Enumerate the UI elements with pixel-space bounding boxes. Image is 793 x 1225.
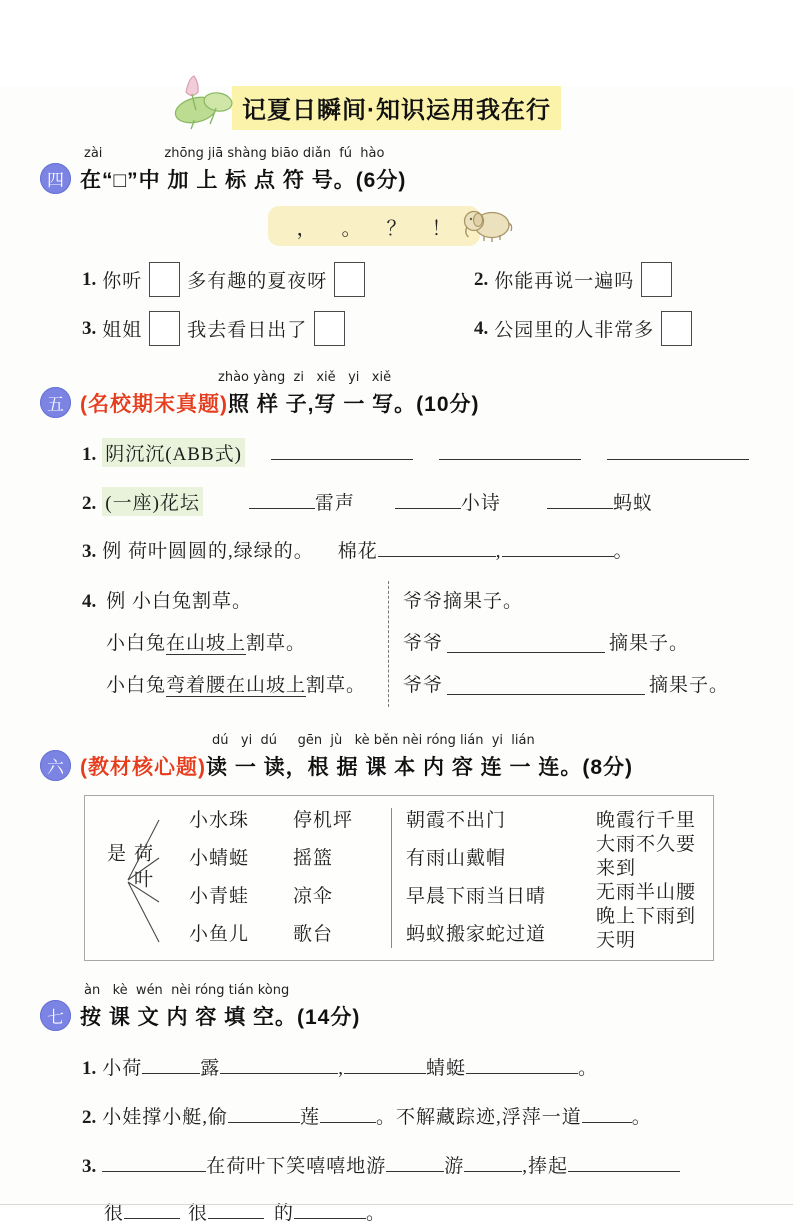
answer-blank[interactable]: [228, 1103, 300, 1123]
answer-blank[interactable]: [466, 1054, 578, 1074]
item-text: 很: [104, 1203, 125, 1224]
match-option[interactable]: 停机坪: [293, 810, 354, 831]
item-text: 小白兔: [106, 633, 167, 654]
section-4-items: [82, 262, 754, 346]
item-text: 棉花: [337, 541, 378, 562]
sec7-item-3-line-2: [104, 1198, 793, 1225]
section-6-title: 读 一 读，根 据 课 本 内 容 连 一 连。(8分): [206, 755, 634, 779]
item-text: 小荷: [102, 1058, 143, 1079]
sec4-item-4: [474, 311, 692, 346]
sec7-item-1: [82, 1053, 793, 1080]
item-text: 小娃撑小艇,偷: [102, 1107, 229, 1128]
answer-blank[interactable]: [320, 1103, 376, 1123]
answer-blank[interactable]: [464, 1152, 522, 1172]
sec7-item-2: [82, 1102, 793, 1129]
item-text: 很: [188, 1203, 209, 1224]
item-text: 割草。: [306, 675, 367, 696]
answer-blank[interactable]: [447, 675, 645, 695]
sec5-item-3: [82, 536, 793, 563]
item-text: 。: [613, 541, 634, 562]
matching-box: [84, 795, 714, 961]
match-option[interactable]: 大雨不久要来到: [596, 834, 697, 879]
answer-blank[interactable]: [249, 489, 315, 509]
example-word: (一座)花坛: [102, 487, 203, 516]
page-bottom-edge: [0, 1204, 793, 1205]
sec7-item-3: [82, 1151, 793, 1178]
answer-blank[interactable]: [547, 489, 613, 509]
item-text: 莲: [300, 1107, 321, 1128]
match-option[interactable]: 有雨山戴帽: [406, 848, 507, 869]
item-number: 4.: [82, 591, 97, 612]
pinyin-sec6: dú yi dú gēn jù kè běn nèi róng lián yi lián: [212, 733, 535, 748]
sec4-item-3: [82, 311, 474, 346]
item-text: 割草。: [246, 633, 307, 654]
item-text: 摘果子。: [649, 675, 730, 696]
item-text: 。: [366, 1203, 387, 1224]
punctuation-box[interactable]: [661, 311, 692, 346]
elephant-icon: [462, 199, 514, 245]
match-column-1: [189, 808, 293, 948]
item-number: 2.: [474, 268, 489, 290]
item-text: 小诗: [460, 493, 501, 514]
item-text: 你能再说一遍吗: [494, 271, 635, 292]
answer-blank[interactable]: [582, 1103, 632, 1123]
answer-blank[interactable]: [502, 537, 614, 557]
match-option[interactable]: 小蜻蜓: [189, 848, 250, 869]
item-text: 在荷叶下笑嘻嘻地游: [206, 1156, 387, 1177]
answer-blank[interactable]: [386, 1152, 444, 1172]
match-option[interactable]: 歌台: [293, 924, 334, 945]
sec4-item-2: [474, 262, 672, 297]
sec5-item-4: [82, 581, 793, 707]
section-6-tag: (教材核心题): [80, 755, 206, 779]
punctuation-box[interactable]: [149, 311, 180, 346]
sec5-item-1: [82, 438, 793, 467]
item-number: 2.: [82, 493, 97, 514]
section-6: [0, 733, 793, 961]
punctuation-marks: ， 。 ？ ！: [296, 217, 452, 240]
column-divider: [391, 808, 392, 948]
punctuation-box[interactable]: [149, 262, 180, 297]
item-text: 摘果子。: [609, 633, 690, 654]
punctuation-box[interactable]: [334, 262, 365, 297]
item-number: 1.: [82, 444, 97, 465]
example-sentence: 例 小白兔割草。: [106, 591, 253, 612]
item-text: 露: [200, 1058, 221, 1079]
underlined-text: 在山坡上: [166, 633, 247, 654]
section-4-badge: 四: [40, 163, 71, 194]
item-text: 爷爷: [403, 675, 444, 696]
answer-blank[interactable]: [344, 1054, 426, 1074]
punctuation-box[interactable]: [641, 262, 672, 297]
item-text: ,捧起: [522, 1156, 569, 1177]
item-text: 爷爷: [403, 633, 444, 654]
item-text: 小白兔: [106, 675, 167, 696]
section-4-title: 在“□”中 加 上 标 点 符 号。(6分): [80, 168, 407, 192]
pinyin-sec4: zài zhōng jiā shàng biāo diǎn fú hào: [84, 146, 385, 161]
answer-blank[interactable]: [271, 440, 413, 460]
match-option[interactable]: 晚上下雨到天明: [596, 906, 697, 951]
section-5-title: 照 样 子,写 一 写。(10分): [228, 392, 480, 416]
match-option[interactable]: 摇篮: [293, 848, 334, 869]
page-title: 记夏日瞬间·知识运用我在行: [232, 86, 561, 130]
item-text: ,: [495, 541, 502, 562]
answer-blank[interactable]: [439, 440, 581, 460]
item-number: 3.: [82, 541, 97, 562]
example-sentence: 爷爷摘果子。: [403, 591, 524, 612]
item-number: 3.: [82, 317, 97, 339]
answer-blank[interactable]: [568, 1152, 680, 1172]
match-column-2: [293, 808, 389, 948]
sec5-item4-right-column: [388, 581, 793, 707]
match-column-3: [406, 808, 596, 948]
match-option[interactable]: 小青蛙: [189, 886, 250, 907]
item-text: 姐姐: [102, 320, 143, 341]
section-4: [0, 146, 793, 346]
item-number: 3.: [82, 1156, 97, 1177]
match-option[interactable]: 朝霞不出门: [406, 810, 507, 831]
answer-blank[interactable]: [220, 1054, 338, 1074]
answer-blank[interactable]: [447, 633, 605, 653]
match-column-4: [596, 808, 703, 951]
match-option[interactable]: 凉伞: [293, 886, 334, 907]
section-7: [0, 983, 793, 1225]
match-option[interactable]: 小水珠: [189, 810, 250, 831]
section-5: [0, 370, 793, 707]
section-7-title: 按 课 文 内 容 填 空。(14分): [80, 1005, 361, 1029]
punctuation-box[interactable]: [314, 311, 345, 346]
page-header: [232, 86, 561, 130]
sec4-item-1: [82, 262, 474, 297]
punctuation-bank: [268, 206, 480, 246]
match-option[interactable]: 早晨下雨当日晴: [406, 886, 547, 907]
match-option[interactable]: 蚂蚁搬家蛇过道: [406, 924, 547, 945]
item-number: 2.: [82, 1107, 97, 1128]
pinyin-sec7: àn kè wén nèi róng tián kòng: [84, 983, 290, 998]
answer-blank[interactable]: [607, 440, 749, 460]
item-text: 蜻蜓: [426, 1058, 467, 1079]
answer-blank[interactable]: [208, 1199, 264, 1219]
underlined-text: 弯着腰在山坡上: [166, 675, 307, 696]
answer-blank[interactable]: [142, 1054, 200, 1074]
sec5-item4-left-column: [82, 581, 388, 707]
example-sentence: 例 荷叶圆圆的,绿绿的。: [102, 541, 314, 562]
item-text: ,: [338, 1058, 345, 1079]
item-text: 雷声: [314, 493, 355, 514]
example-word: 阴沉沉(ABB式): [102, 438, 245, 467]
section-5-badge: 五: [40, 387, 71, 418]
fan-lines: [125, 810, 161, 950]
match-option[interactable]: 小鱼儿: [189, 924, 250, 945]
item-text: 你听: [102, 271, 143, 292]
sec5-item-2: [82, 487, 793, 516]
pinyin-sec5: zhào yàng zi xiě yi xiě: [218, 370, 392, 385]
item-number: 1.: [82, 268, 97, 290]
item-text: 蚂蚁: [612, 493, 653, 514]
section-7-badge: 七: [40, 1000, 71, 1031]
answer-blank[interactable]: [124, 1199, 180, 1219]
answer-blank[interactable]: [378, 537, 496, 557]
item-text: 公园里的人非常多: [494, 320, 655, 341]
item-number: 4.: [474, 317, 489, 339]
answer-blank[interactable]: [395, 489, 461, 509]
item-text: 的: [274, 1203, 295, 1224]
matching-stem: 荷叶是: [104, 843, 152, 895]
matching-stem-area: [93, 808, 189, 948]
item-text: 我去看日出了: [187, 320, 308, 341]
answer-blank[interactable]: [102, 1152, 206, 1172]
item-text: 。: [631, 1107, 652, 1128]
match-option[interactable]: 晚霞行千里: [596, 810, 697, 831]
item-text: 。: [578, 1058, 599, 1079]
section-6-badge: 六: [40, 750, 71, 781]
item-text: 多有趣的夏夜呀: [187, 271, 328, 292]
item-number: 1.: [82, 1058, 97, 1079]
match-option[interactable]: 无雨半山腰: [596, 882, 697, 903]
lotus-icon: [166, 70, 236, 130]
section-5-tag: (名校期末真题): [80, 392, 228, 416]
worksheet-page: [0, 86, 793, 1224]
item-text: 游: [444, 1156, 465, 1177]
item-text: 。不解藏踪迹,浮萍一道: [376, 1107, 582, 1128]
answer-blank[interactable]: [294, 1199, 366, 1219]
